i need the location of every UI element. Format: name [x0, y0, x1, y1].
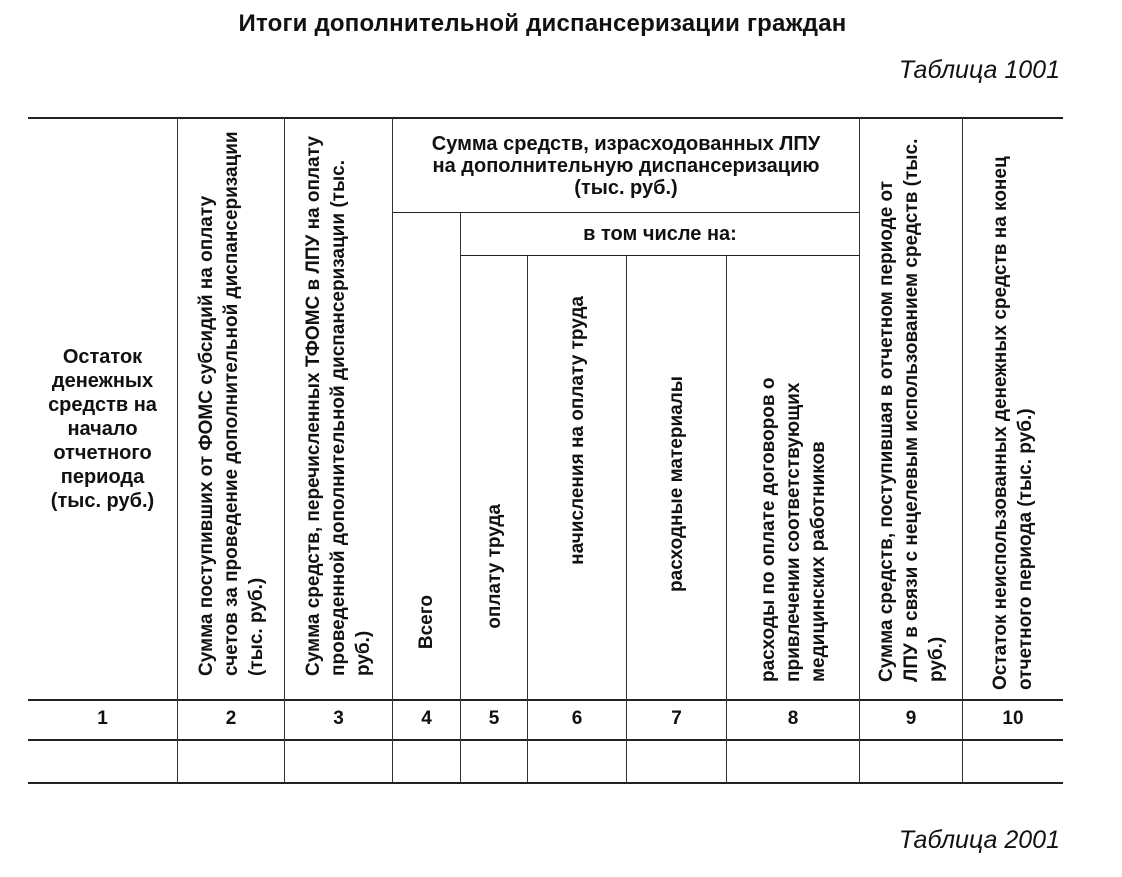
header-subgroup	[461, 213, 859, 255]
header-col-1-text: Остаток денежных средств на начало отчетного периода (тыс. руб.)	[48, 346, 157, 512]
header-col-8-text: расходы по оплате договоров о привлечении соответствующих медицинских работников	[757, 377, 829, 682]
col-number-4: 4	[421, 708, 432, 729]
header-group-expenses-text: Сумма средств, израсходованных ЛПУ на дополнительную диспансеризацию (тыс. руб.)	[431, 132, 821, 199]
page-title: Итоги дополнительной диспансеризации граждан	[238, 10, 847, 37]
col-number-8: 8	[787, 708, 799, 729]
header-col-3	[285, 119, 392, 699]
header-col-9-text: Сумма средств, поступившая в отчетном периоде от ЛПУ в связи с нецелевым использованием средств (тыс. руб.)	[875, 138, 947, 682]
table-bottom-border	[28, 782, 1063, 784]
header-col-4	[393, 213, 460, 699]
header-col-5	[461, 256, 527, 699]
header-col-10-text: Остаток неиспользованных денежных средств на конец отчетного периода (тыс. руб.)	[990, 156, 1036, 690]
col-number-1: 1	[97, 708, 108, 729]
header-col-2	[178, 119, 284, 699]
header-subgroup-text: в том числе на:	[583, 223, 737, 245]
header-col-6	[528, 256, 626, 699]
col-number-7: 7	[671, 708, 682, 729]
header-col-7	[627, 256, 726, 699]
header-col-9	[860, 119, 962, 699]
col-number-3: 3	[333, 708, 344, 729]
header-col-1	[28, 119, 177, 699]
header-col-6-text: начисления на оплату труда	[566, 296, 588, 565]
table-label-2001: Таблица 2001	[898, 826, 1060, 854]
col-number-10: 10	[1002, 708, 1024, 729]
col-number-5: 5	[488, 708, 500, 729]
col-number-2: 2	[225, 708, 237, 729]
header-col-3-text: Сумма средств, перечисленных ТФОМС в ЛПУ на оплату проведенной дополнительной диспансеризации (тыс. руб.)	[303, 136, 374, 676]
header-group-expenses	[393, 119, 859, 212]
header-col-4-text: Всего	[416, 595, 437, 650]
header-col-2-text: Сумма поступивших от ФОМС субсидий на оплату счетов за проведение дополнительной диспансеризации (тыс. руб.)	[195, 131, 267, 676]
col-number-9: 9	[905, 708, 917, 729]
header-col-10	[963, 119, 1063, 699]
header-col-8	[727, 256, 859, 699]
col-number-6: 6	[571, 708, 583, 729]
table-row-empty	[28, 741, 1063, 782]
table-label-1001: Таблица 1001	[898, 56, 1060, 84]
header-col-5-text: оплату труда	[483, 504, 505, 629]
header-col-7-text: расходные материалы	[666, 376, 687, 592]
